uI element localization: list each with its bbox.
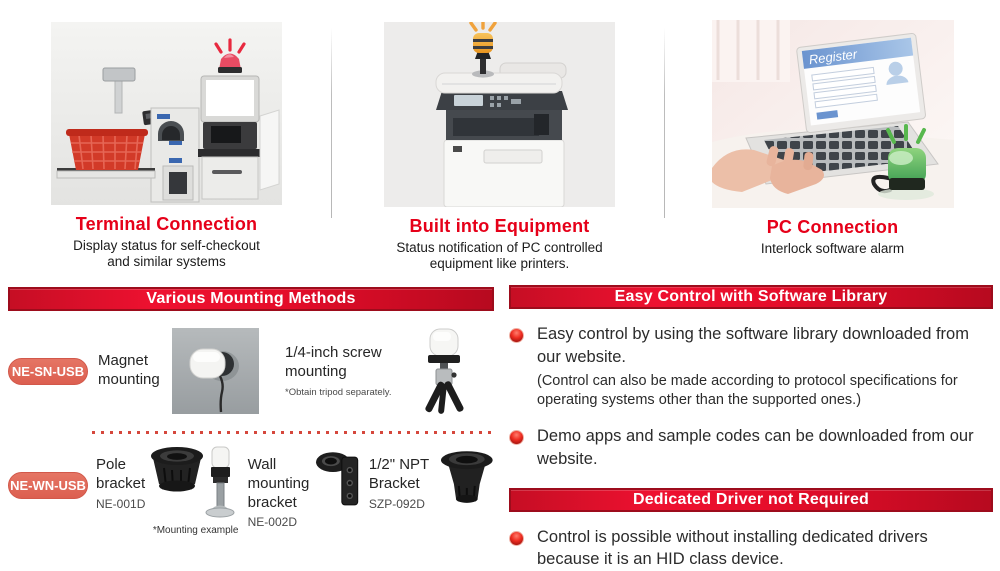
- npt-bracket-block: [369, 456, 439, 511]
- pole-bracket-block: [96, 456, 148, 511]
- terminal-connection-photo: [51, 22, 282, 205]
- mounting-row-ne-sn-usb: [8, 324, 494, 418]
- software-section: [509, 285, 993, 571]
- shopping-basket-icon: [66, 129, 148, 170]
- wall-bracket-image: [315, 450, 361, 512]
- pole-bracket-cup: [151, 447, 203, 492]
- mounting-header-banner: [8, 287, 494, 311]
- mounting-header-label: Various Mounting Methods: [146, 290, 355, 308]
- driver-item-text: Control is possible without installing dedicated drivers because it is an HID class device.: [537, 526, 993, 571]
- led-bullet-icon: [509, 430, 524, 445]
- software-item-2: [509, 425, 993, 471]
- pole-mounting-example: [206, 447, 234, 517]
- caption-line: Display status for self-checkout: [73, 238, 260, 253]
- pole-bracket-model: NE-001D: [96, 497, 148, 511]
- use-case-caption: [333, 240, 666, 272]
- tripod-note: *Obtain tripod separately.: [285, 387, 397, 398]
- led-bullet-icon: [509, 531, 524, 546]
- magnet-mounting-label: Magnet mounting: [98, 352, 170, 390]
- mounting-section: [8, 287, 494, 536]
- laptop-illustration: [712, 20, 954, 208]
- printer-photo: [384, 22, 615, 207]
- use-case-title: Built into Equipment: [333, 216, 666, 237]
- led-bullet-icon: [509, 328, 524, 343]
- caption-line: and similar systems: [107, 254, 226, 269]
- software-item-note: (Control can also be made according to protocol specifications for operating systems other than the supported ones.): [537, 372, 993, 411]
- use-case-pc: [666, 0, 999, 268]
- use-cases-row: [0, 0, 1000, 268]
- software-item-1: [509, 323, 993, 411]
- caption-line: Status notification of PC controlled: [396, 240, 602, 255]
- software-item-text: Easy control by using the software library downloaded from our website.: [537, 323, 993, 369]
- use-case-caption: [666, 241, 999, 257]
- pole-bracket-label: Pole bracket: [96, 456, 148, 494]
- use-case-caption: [0, 238, 333, 270]
- wall-bracket-label: Wall mounting bracket: [248, 456, 314, 512]
- screw-mounting-label: 1/4-inch screw mounting: [285, 344, 397, 382]
- npt-bracket-model: SZP-092D: [369, 497, 439, 511]
- wall-bracket-model: NE-002D: [248, 515, 314, 529]
- pole-bracket-figure: [150, 446, 242, 536]
- use-case-title: Terminal Connection: [0, 214, 333, 235]
- mounting-example-note: *Mounting example: [150, 525, 242, 536]
- printer-illustration: [384, 22, 615, 207]
- driver-item-1: [509, 526, 993, 571]
- use-case-title: PC Connection: [666, 217, 999, 238]
- laptop-photo: [712, 20, 954, 208]
- dotted-divider: [92, 431, 494, 434]
- panel-divider: [331, 28, 332, 218]
- wall-bracket-block: [248, 456, 314, 529]
- use-case-terminal: [0, 0, 333, 268]
- magnet-mounting-image: [172, 328, 259, 414]
- caption-line: Interlock software alarm: [761, 241, 904, 256]
- mounting-row-ne-wn-usb: [8, 446, 494, 536]
- driver-header-label: Dedicated Driver not Required: [633, 491, 869, 509]
- screen-title-text: Register: [808, 46, 859, 67]
- panel-divider: [664, 28, 665, 218]
- pole-bracket-image: [150, 446, 242, 518]
- driver-header-banner: [509, 488, 993, 512]
- screw-mounting-block: [285, 344, 397, 398]
- software-item-text: Demo apps and sample codes can be downloaded from our website.: [537, 425, 993, 471]
- caption-line: equipment like printers.: [430, 256, 570, 271]
- npt-bracket-image: [440, 450, 494, 508]
- use-case-equipment: [333, 0, 666, 268]
- model-badge-ne-sn-usb: NE-SN-USB: [8, 358, 88, 385]
- software-header-banner: [509, 285, 993, 309]
- tripod-mounting-image: [401, 324, 487, 418]
- software-header-label: Easy Control with Software Library: [615, 288, 888, 306]
- model-badge-ne-wn-usb: NE-WN-USB: [8, 472, 88, 499]
- self-checkout-illustration: [51, 22, 282, 205]
- npt-bracket-label: 1/2" NPT Bracket: [369, 456, 439, 494]
